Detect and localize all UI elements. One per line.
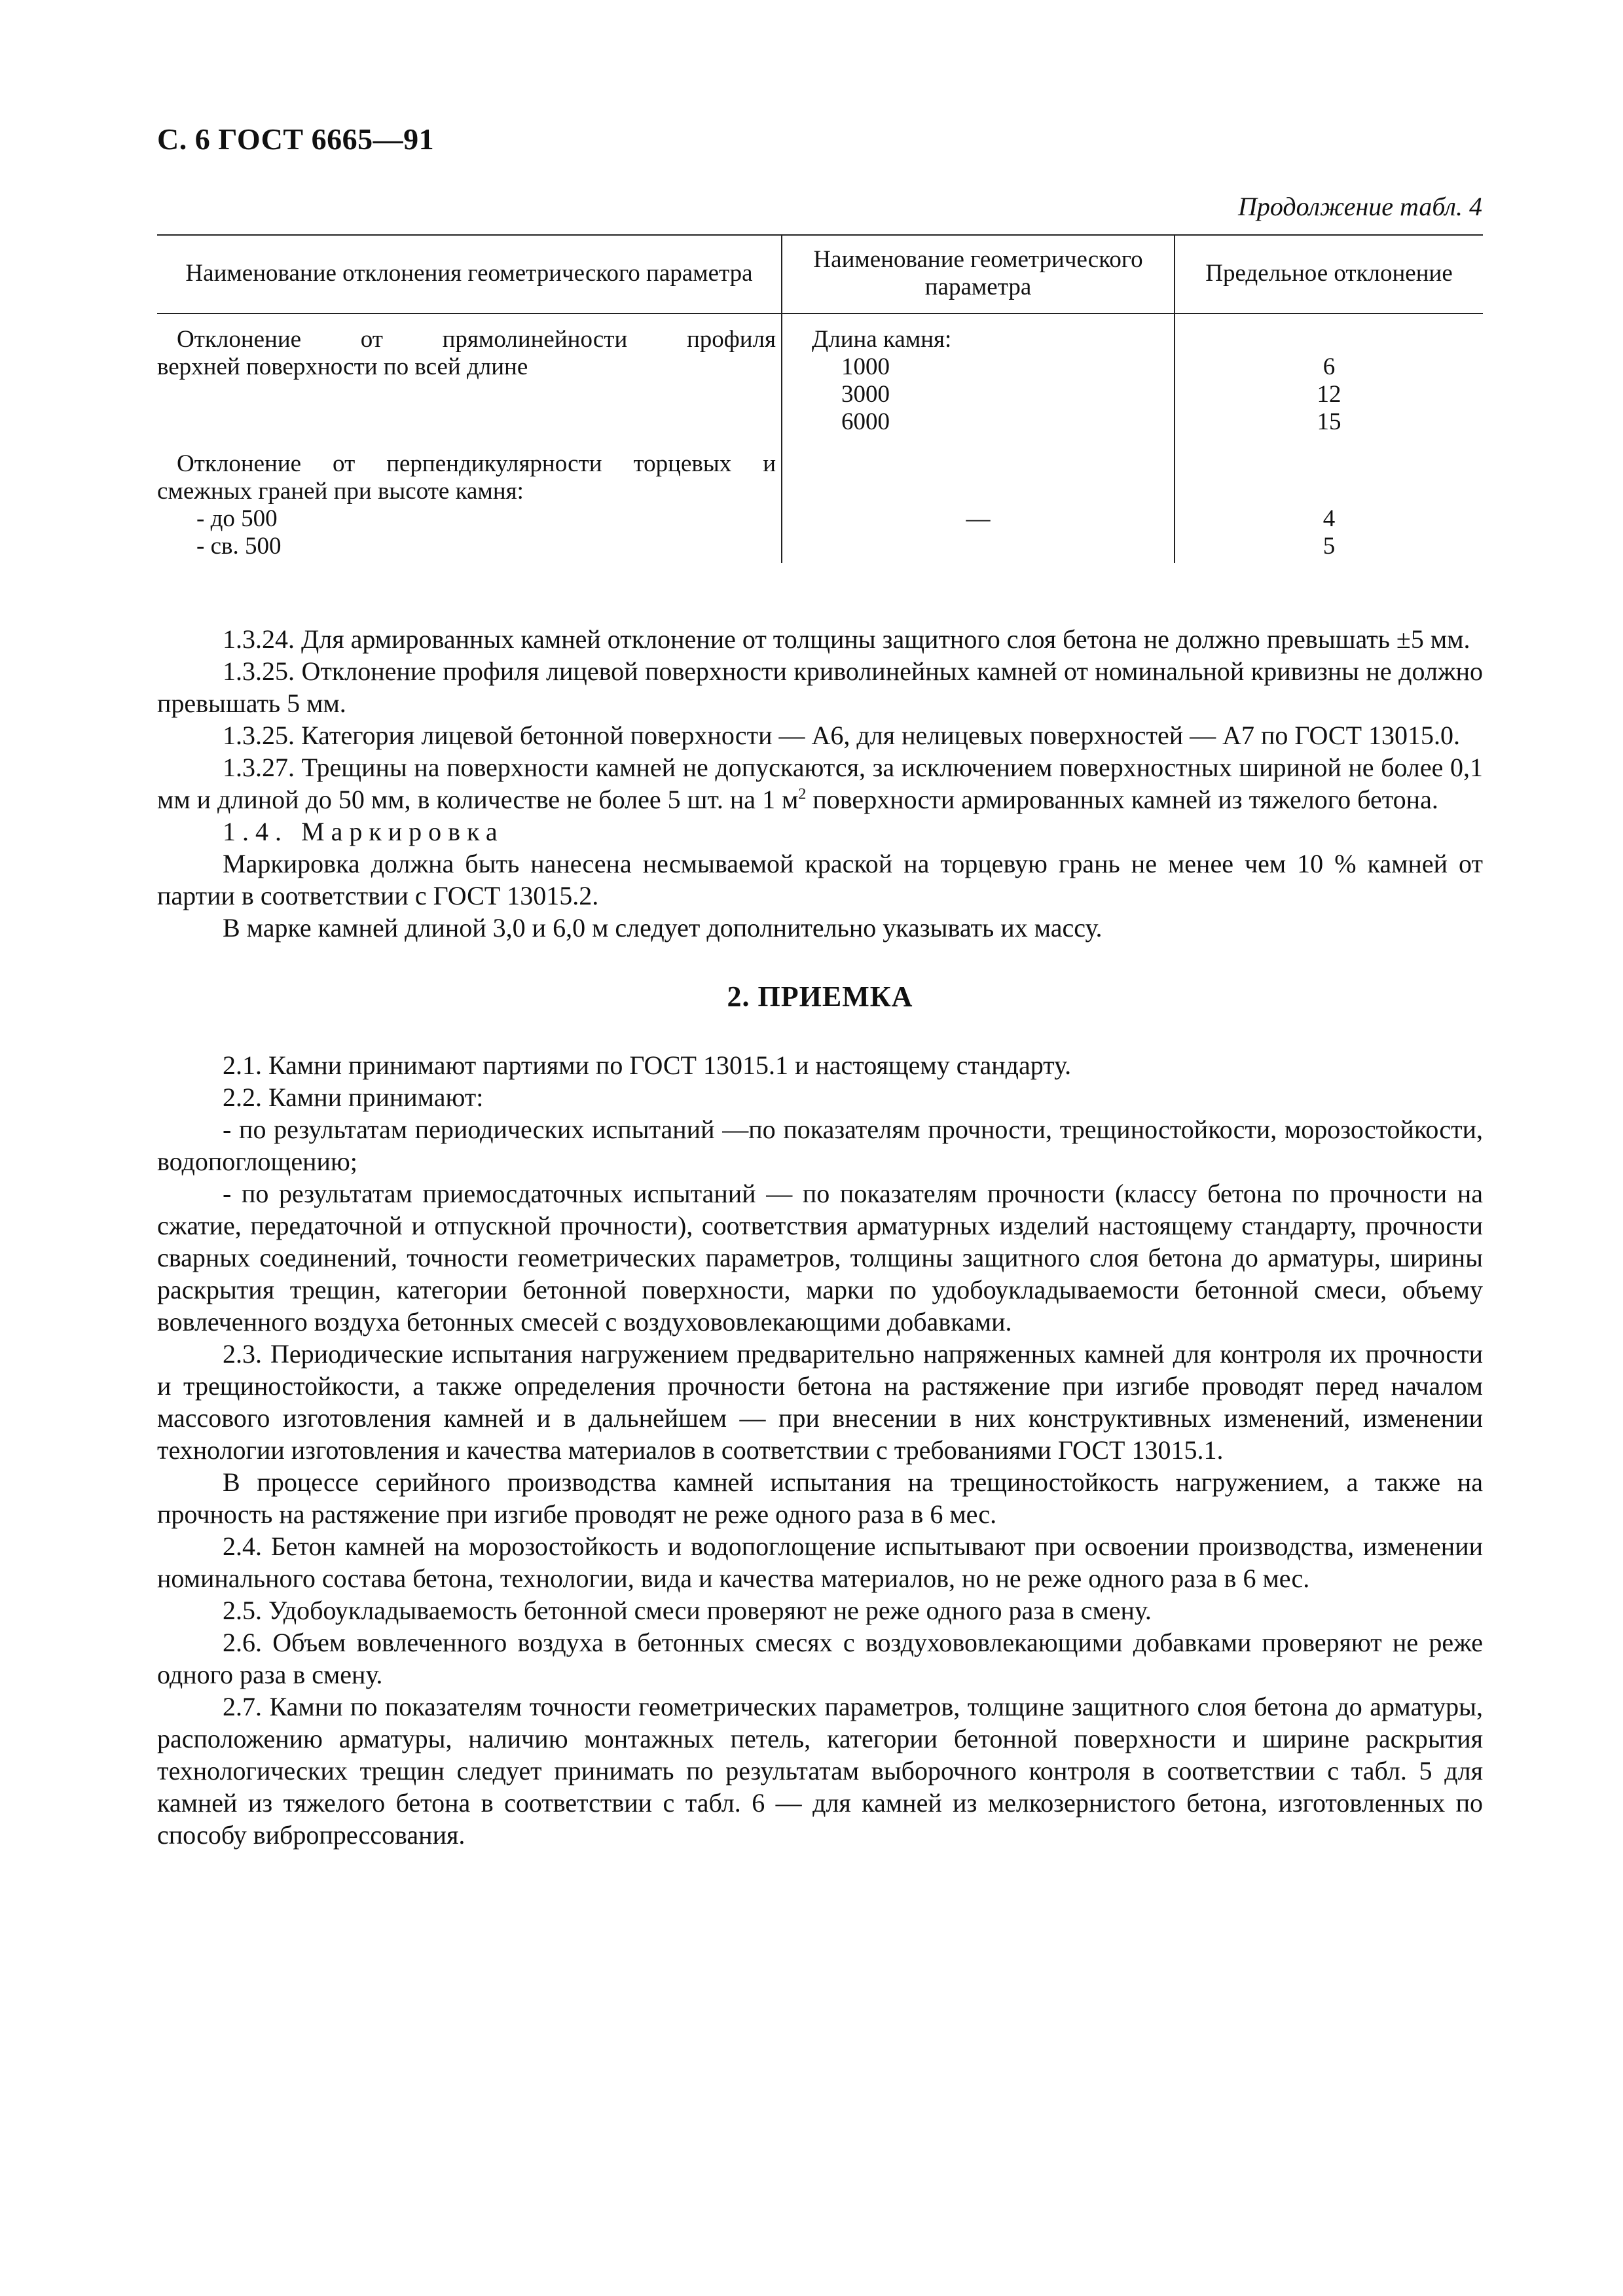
- paragraph-1-3-27: [157, 751, 1483, 816]
- document-body: [157, 623, 1483, 1851]
- height-item: - св. 500: [196, 533, 282, 560]
- paragraph-1-4-mass: В марке камней длиной 3,0 и 6,0 м следует дополнительно указывать их массу.: [223, 913, 1103, 942]
- paragraph-2-2-acceptance: - по результатам приемосдаточных испытаний — по показателям прочности (классу бетона по прочности на сжатие, передаточной и отпускной прочности), соответствия арматурных изделий настоящему стандарту, прочности сварных соединений, точности геометрических параметров, толщины защитного слоя бетона до арматуры, ширины раскрытия трещин, категории бетонной поверхности, марки по удобоукладываемости бетонной смеси, объему вовлеченного воздуха бетонных смесей с воздухововлекающими добавками.: [157, 1179, 1483, 1336]
- table-header-rule: [157, 313, 1483, 314]
- length-value: 1000: [841, 353, 890, 380]
- table-header-limit: Предельное отклонение: [1205, 260, 1453, 287]
- table-continuation-note: Продолжение табл. 4: [1237, 192, 1482, 221]
- subsection-title-marking: 1.4. Маркировка: [223, 817, 504, 846]
- paragraph-1-3-25-profile: 1.3.25. Отклонение профиля лицевой поверхности криволинейных камней от номинальной кривизны не должно превышать 5 мм.: [157, 656, 1483, 718]
- superscript: 2: [798, 785, 807, 803]
- limit-value: 15: [1317, 408, 1341, 435]
- limit-value: 4: [1322, 505, 1336, 532]
- length-value: 3000: [841, 381, 890, 408]
- table-cell-lengths: [812, 326, 1139, 436]
- paragraph-2-4: 2.4. Бетон камней на морозостойкость и водопоглощение испытывают при освоении производства, изменении номинального состава бетона, технологии, вида и качества материалов, но не реже одного раза в 6 мес.: [157, 1532, 1483, 1593]
- length-label: Длина камня:: [812, 326, 952, 353]
- paragraph-2-2: 2.2. Камни принимают:: [223, 1083, 484, 1112]
- paragraph-1-3-25-category: 1.3.25. Категория лицевой бетонной поверхности — А6, для нелицевых поверхностей — А7 по ГОСТ 13015.0.: [223, 721, 1461, 750]
- table-header-deviation-name: Наименование отклонения геометрического параметра: [185, 260, 753, 287]
- paragraph-1-4: Маркировка должна быть нанесена несмываемой краской на торцевую грань не менее чем 10 % камней от партии в соответствии с ГОСТ 13015.2.: [157, 849, 1483, 910]
- length-value: 6000: [841, 408, 890, 435]
- height-item: - до 500: [196, 505, 278, 532]
- section-title-acceptance: 2. ПРИЕМКА: [727, 980, 913, 1013]
- paragraph-text: поверхности армированных камней из тяжелого бетона.: [806, 785, 1438, 814]
- paragraph-2-6: 2.6. Объем вовлеченного воздуха в бетонных смесях с воздухововлекающими добавками проверяют не реже одного раза в смену.: [157, 1628, 1483, 1689]
- table-cell-text: верхней поверхности по всей длине: [157, 353, 528, 380]
- limit-value: 12: [1317, 381, 1341, 408]
- paragraph-1-3-24: 1.3.24. Для армированных камней отклонение от толщины защитного слоя бетона не должно превышать ±5 мм.: [223, 624, 1470, 654]
- table-cell-dash: —: [966, 505, 991, 532]
- paragraph-2-7: 2.7. Камни по показателям точности геометрических параметров, толщине защитного слоя бетона до арматуры, расположению арматуры, наличию монтажных петель, категории бетонной поверхности и ширине раскрытия технологических трещин следует принимать по результатам выборочного контроля в соответствии с табл. 5 для камней из тяжелого бетона в соответствии с табл. 6 — для камней из мелкозернистого бетона, изготовленных по способу вибропрессования.: [157, 1692, 1483, 1850]
- limit-value: 6: [1322, 353, 1336, 380]
- table-cell-text: смежных граней при высоте камня:: [157, 478, 524, 505]
- table-cell-limits: [1175, 505, 1483, 560]
- table-cell-text: Отклонение от прямолинейности профиля: [177, 326, 776, 353]
- paragraph-text: 1.3.27. Трещины на поверхности камней не допускаются, за исключением поверхностных шириной не более 0,1 мм и длиной до 50 мм, в количестве не более 5 шт. на 1 м: [157, 753, 1483, 814]
- table-row-perpendicularity: [157, 450, 776, 560]
- table-header-parameter-name: Наименование геометрического параметра: [813, 246, 1143, 300]
- paragraph-2-1: 2.1. Камни принимают партиями по ГОСТ 13015.1 и настоящему стандарту.: [223, 1050, 1072, 1080]
- limit-value: 5: [1322, 533, 1336, 560]
- paragraph-2-3-serial: В процессе серийного производства камней испытания на трещиностойкость нагружением, а также на прочность на растяжение при изгибе проводят не реже одного раза в 6 мес.: [157, 1467, 1483, 1529]
- table-row-straightness: [157, 326, 776, 381]
- paragraph-2-2-periodic: - по результатам периодических испытаний —по показателям прочности, трещиностойкости, морозостойкости, водопоглощению;: [157, 1115, 1483, 1176]
- table-cell-text: Отклонение от перпендикулярности торцевых и: [177, 450, 776, 477]
- page-header: С. 6 ГОСТ 6665—91: [157, 122, 435, 156]
- paragraph-2-3: 2.3. Периодические испытания нагружением предварительно напряженных камней для контроля их прочности и трещиностойкости, а также определения прочности бетона на растяжение при изгибе проводят перед началом массового изготовления камней и в дальнейшем — при внесении в них конструктивных изменений, изменении технологии изготовления и качества материалов в соответствии с требованиями ГОСТ 13015.1.: [157, 1339, 1483, 1465]
- paragraph-2-5: 2.5. Удобоукладываемость бетонной смеси проверяют не реже одного раза в смену.: [223, 1596, 1152, 1625]
- table-cell-limits: [1175, 353, 1483, 436]
